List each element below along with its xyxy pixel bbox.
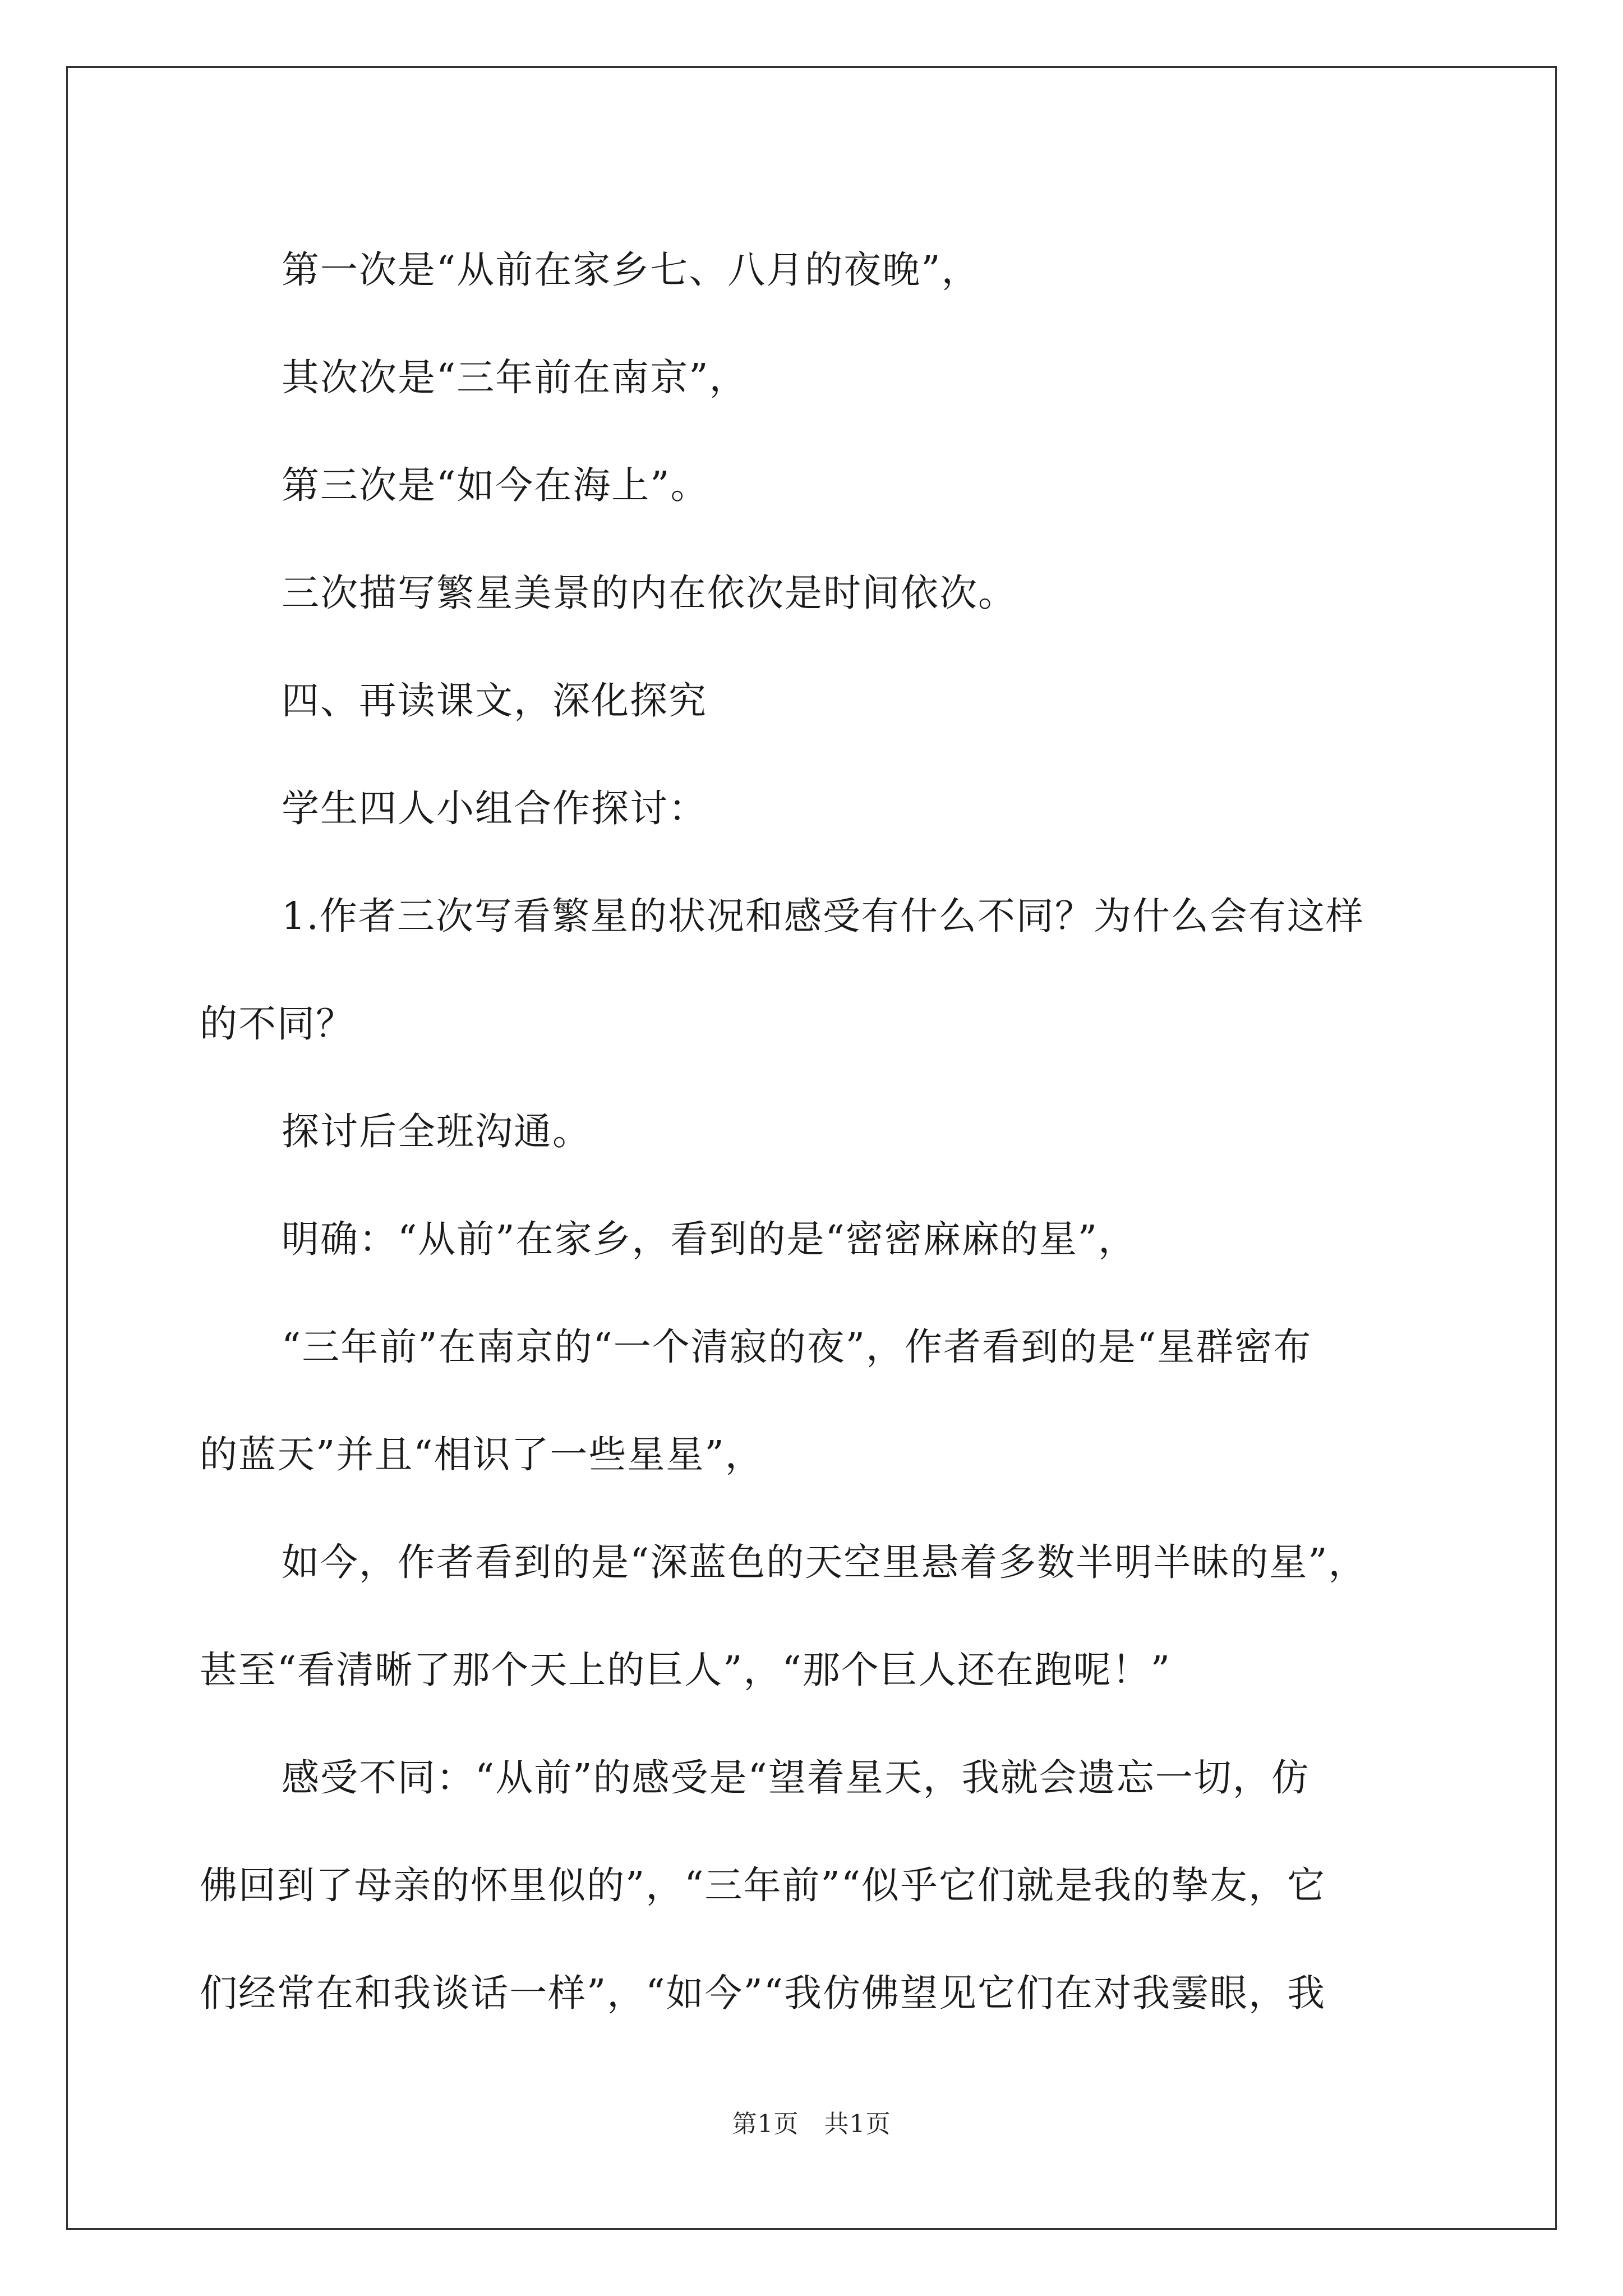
paragraph: 学生四人小组合作探讨： [282, 786, 707, 830]
paragraph-continued: 们经常在和我谈话一样”，“如今”“我仿佛望见它们在对我霎眼，我 [200, 1971, 1326, 2015]
paragraph-continued: 的蓝天”并且“相识了一些星星”， [200, 1433, 764, 1476]
paragraph: 探讨后全班沟通。 [282, 1110, 591, 1153]
paragraph: 第三次是“如今在海上”。 [282, 463, 709, 507]
paragraph: 第一次是“从前在家乡七、八月的夜晚”， [282, 248, 980, 292]
section-heading: 四、再读课文，深化探究 [282, 679, 707, 723]
paragraph-continued: 甚至“看清晰了那个天上的巨人”，“那个巨人还在跑呢！” [200, 1648, 1172, 1692]
paragraph: 如今，作者看到的是“深蓝色的天空里悬着多数半明半昧的星”， [282, 1540, 1367, 1584]
paragraph: 明确：“从前”在家乡，看到的是“密密麻麻的星”， [282, 1217, 1137, 1261]
paragraph: “三年前”在南京的“一个清寂的夜”，作者看到的是“星群密布 [282, 1325, 1312, 1369]
paragraph: 三次描写繁星美景的内在依次是时间依次。 [282, 571, 1017, 615]
question-line-continued: 的不同？ [200, 1002, 354, 1046]
question-line: 1.作者三次写看繁星的状况和感受有什么不同？为什么会有这样 [282, 894, 1364, 938]
page-number: 第1页 共1页 [732, 2110, 891, 2138]
paragraph: 感受不同：“从前”的感受是“望着星天，我就会遗忘一切，仿 [282, 1756, 1310, 1800]
paragraph: 其次次是“三年前在南京”， [282, 356, 748, 399]
document-body [200, 216, 1431, 2047]
paragraph-continued: 佛回到了母亲的怀里似的”，“三年前”“似乎它们就是我的挚友，它 [200, 1864, 1326, 1907]
